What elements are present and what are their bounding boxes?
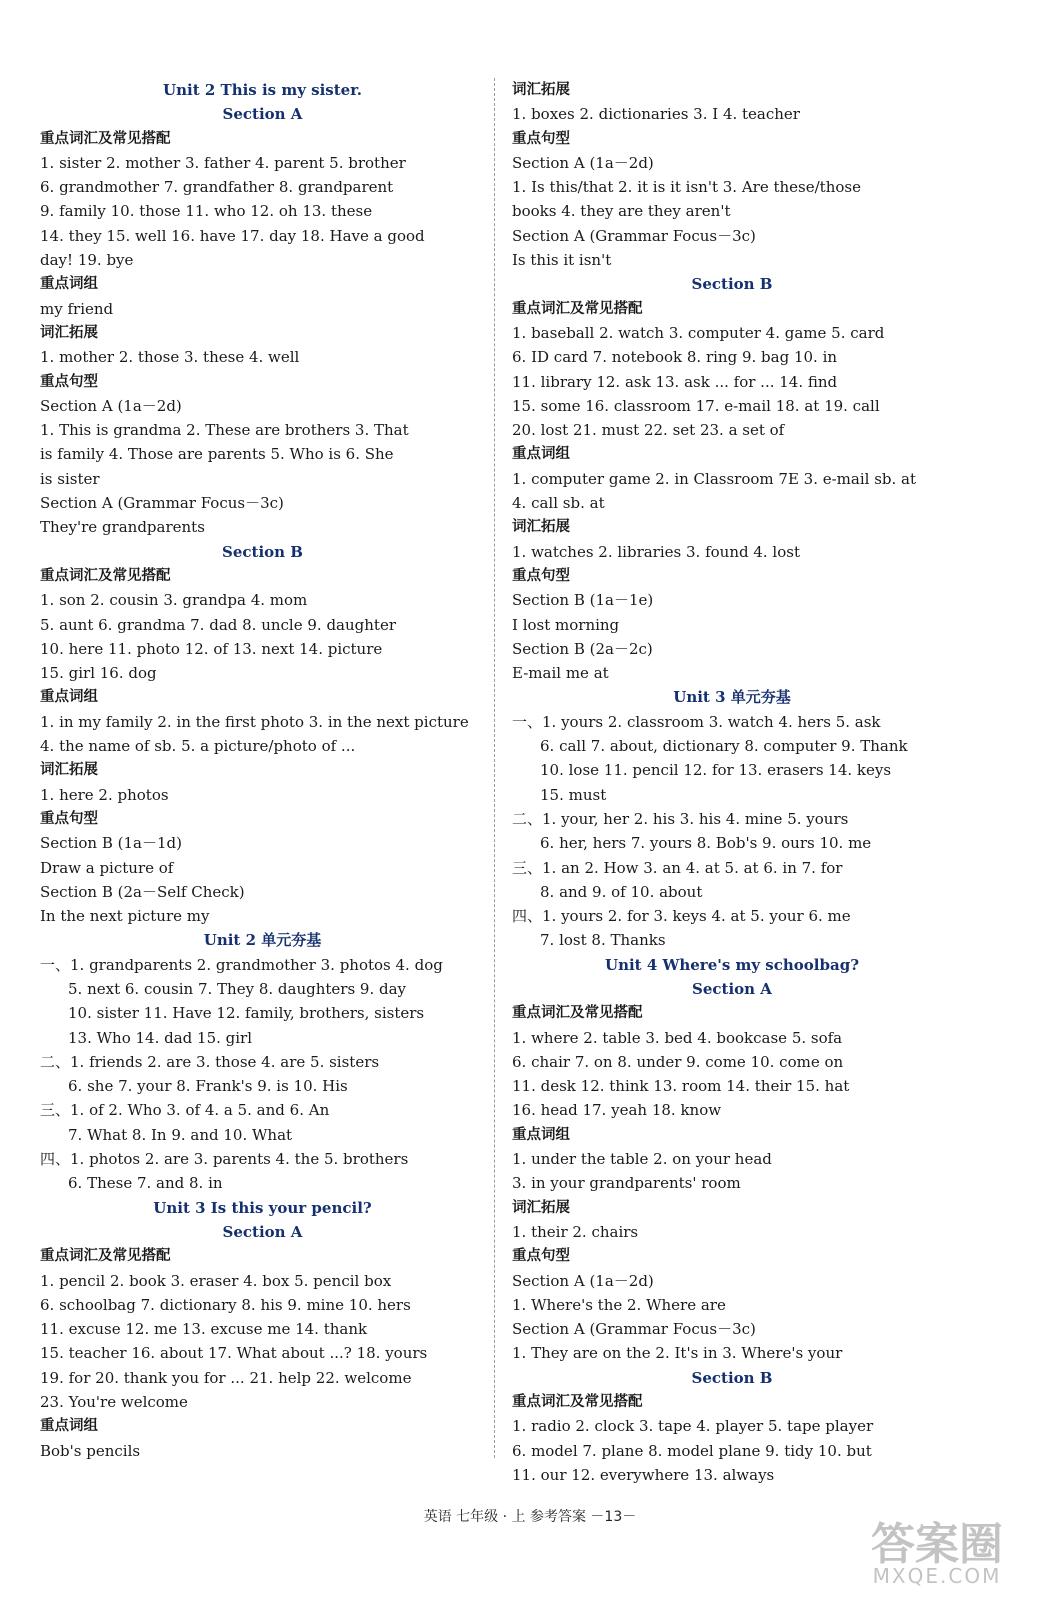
answer-line: 1. radio 2. clock 3. tape 4. player 5. tape player	[512, 1417, 874, 1436]
answer-line: Section B (2a－2c)	[512, 639, 653, 658]
answer-line: 一、1. yours 2. classroom 3. watch 4. hers 5. ask	[512, 712, 881, 731]
answer-line: 1. watches 2. libraries 3. found 4. lost	[512, 542, 800, 561]
answer-line: I lost morning	[512, 615, 620, 634]
answer-line: 1. baseball 2. watch 3. computer 4. game 5. card	[512, 323, 885, 342]
answer-line: 1. Is this/that 2. it is it isn't 3. Are these/those	[512, 178, 861, 197]
answer-line: Section B (2a－Self Check)	[40, 882, 245, 901]
category-heading: 重点词汇及常见搭配	[40, 1248, 171, 1265]
answer-line: 6. chair 7. on 8. under 9. come 10. come on	[512, 1052, 844, 1071]
category-heading: 词汇拓展	[512, 519, 570, 536]
answer-line: 1. sister 2. mother 3. father 4. parent 5. brother	[40, 153, 406, 172]
category-heading: 重点词汇及常见搭配	[512, 1005, 643, 1022]
answer-line: 15. must	[540, 785, 607, 804]
answer-line: 9. family 10. those 11. who 12. oh 13. these	[40, 202, 373, 221]
watermark-logo	[842, 1508, 1032, 1588]
answer-line: 四、1. photos 2. are 3. parents 4. the 5. brothers	[40, 1150, 409, 1169]
answer-line: 8. and 9. of 10. about	[540, 882, 703, 901]
page-footer: 英语 七年级 · 上 参考答案 －13－	[423, 1509, 637, 1525]
answer-line: 6. ID card 7. notebook 8. ring 9. bag 10. in	[512, 348, 838, 367]
category-heading: 重点词组	[40, 689, 98, 706]
answer-line: 4. the name of sb. 5. a picture/photo of ...	[40, 737, 356, 756]
answer-line: 6. schoolbag 7. dictionary 8. his 9. mine 10. hers	[40, 1295, 411, 1314]
answer-line: Is this it isn't	[512, 251, 612, 270]
answer-line: 10. sister 11. Have 12. family, brothers, sisters	[68, 1004, 425, 1023]
category-heading: 重点词汇及常见搭配	[40, 567, 171, 584]
answer-line: 1. computer game 2. in Classroom 7E 3. e-mail sb. at	[512, 469, 917, 488]
answer-line: 5. aunt 6. grandma 7. dad 8. uncle 9. daughter	[40, 615, 396, 634]
section-title: Section B	[222, 542, 303, 561]
answer-line: is family 4. Those are parents 5. Who is 6. She	[40, 445, 394, 464]
answer-line: 15. girl 16. dog	[40, 664, 157, 683]
answer-line: 6. model 7. plane 8. model plane 9. tidy 10. but	[512, 1441, 872, 1460]
answer-line: 二、1. your, her 2. his 3. his 4. mine 5. yours	[512, 809, 849, 828]
answer-line: Section A (1a－2d)	[512, 1271, 654, 1290]
answer-line: 14. they 15. well 16. have 17. day 18. Have a good	[40, 226, 425, 245]
answer-line: 1. here 2. photos	[40, 785, 169, 804]
section-title: Unit 3 Is this your pencil?	[153, 1198, 372, 1217]
section-title: Section A	[222, 1222, 303, 1241]
section-title: Section A	[222, 105, 303, 124]
answer-line: 1. This is grandma 2. These are brothers 3. That	[40, 421, 409, 440]
answer-line: 1. boxes 2. dictionaries 3. I 4. teacher	[512, 105, 800, 124]
category-heading: 重点词组	[512, 446, 570, 463]
category-heading: 词汇拓展	[512, 1199, 570, 1216]
section-title: Section B	[691, 1368, 773, 1387]
answer-line: is sister	[40, 469, 100, 488]
answer-line: 二、1. friends 2. are 3. those 4. are 5. sisters	[40, 1052, 380, 1071]
section-title: Unit 2 This is my sister.	[163, 81, 362, 99]
answer-line: 6. call 7. about, dictionary 8. computer 9. Thank	[540, 737, 908, 756]
answer-line: Section A (1a－2d)	[512, 153, 654, 172]
right-column	[512, 78, 952, 1487]
answer-line: 15. teacher 16. about 17. What about ...? 18. yours	[40, 1344, 428, 1363]
answer-line: 10. here 11. photo 12. of 13. next 14. picture	[40, 639, 383, 658]
answer-line: 7. What 8. In 9. and 10. What	[68, 1125, 293, 1144]
section-title: Section B	[691, 275, 773, 294]
answer-line: 1. Where's the 2. Where are	[512, 1295, 726, 1314]
answer-line: 23. You're welcome	[40, 1393, 188, 1412]
answer-line: Section A (Grammar Focus－3c)	[512, 1320, 756, 1339]
answer-line: Section B (1a－1e)	[512, 591, 654, 610]
answer-line: 1. mother 2. those 3. these 4. well	[40, 348, 300, 367]
answer-line: 1. where 2. table 3. bed 4. bookcase 5. sofa	[512, 1028, 843, 1047]
answer-line: E-mail me at	[512, 664, 609, 683]
answer-line: 1. They are on the 2. It's in 3. Where's your	[512, 1344, 843, 1363]
category-heading: 重点词组	[40, 276, 98, 293]
answer-line: 4. call sb. at	[512, 494, 605, 513]
answer-line: 6. These 7. and 8. in	[68, 1174, 223, 1193]
answer-line: books 4. they are they aren't	[512, 202, 731, 221]
watermark-text: MXQE.COM	[872, 1564, 1002, 1588]
answer-line: Bob's pencils	[40, 1441, 141, 1460]
answer-line: 6. her, hers 7. yours 8. Bob's 9. ours 10. me	[540, 834, 872, 853]
watermark-glyph: 答案圈	[871, 1519, 1003, 1570]
answer-line: 1. their 2. chairs	[512, 1222, 639, 1241]
answer-line: 11. our 12. everywhere 13. always	[512, 1465, 775, 1484]
answer-line: In the next picture my	[40, 907, 210, 926]
answer-line: Section A (Grammar Focus－3c)	[512, 226, 756, 245]
category-heading: 重点句型	[512, 130, 570, 147]
answer-line: 10. lose 11. pencil 12. for 13. erasers 14. keys	[540, 761, 892, 780]
answer-line: 6. grandmother 7. grandfather 8. grandparent	[40, 178, 394, 197]
answer-line: 11. desk 12. think 13. room 14. their 15. hat	[512, 1077, 850, 1096]
answer-line: 19. for 20. thank you for ... 21. help 22. welcome	[40, 1368, 412, 1387]
answer-line: 5. next 6. cousin 7. They 8. daughters 9. day	[68, 979, 407, 998]
category-heading: 重点句型	[40, 810, 98, 827]
answer-line: Section A (1a－2d)	[40, 396, 182, 415]
answer-line: Section A (Grammar Focus－3c)	[40, 494, 284, 513]
answer-line: 20. lost 21. must 22. set 23. a set of	[512, 421, 785, 440]
category-heading: 词汇拓展	[40, 762, 98, 779]
answer-line: 11. excuse 12. me 13. excuse me 14. thank	[40, 1320, 368, 1339]
answer-line: 1. pencil 2. book 3. eraser 4. box 5. pencil box	[40, 1271, 392, 1290]
answer-line: my friend	[40, 299, 114, 318]
answer-line: 15. some 16. classroom 17. e-mail 18. at 19. call	[512, 396, 880, 415]
category-heading: 重点句型	[40, 373, 98, 390]
answer-line: 11. library 12. ask 13. ask ... for ... 14. find	[512, 372, 838, 391]
answer-line: They're grandparents	[40, 518, 205, 537]
category-heading: 重点词汇及常见搭配	[512, 1394, 643, 1411]
answer-line: Section B (1a－1d)	[40, 834, 182, 853]
section-title: Unit 3 单元夯基	[673, 688, 791, 707]
category-heading: 重点词汇及常见搭配	[512, 300, 643, 317]
category-heading: 重点词汇及常见搭配	[40, 130, 171, 147]
category-heading: 词汇拓展	[512, 82, 570, 98]
answer-line: day! 19. bye	[40, 251, 134, 270]
answer-line: 13. Who 14. dad 15. girl	[68, 1028, 253, 1047]
section-title: Unit 4 Where's my schoolbag?	[605, 955, 859, 974]
answer-line: 1. son 2. cousin 3. grandpa 4. mom	[40, 591, 308, 610]
answer-line: 三、1. of 2. Who 3. of 4. a 5. and 6. An	[40, 1101, 330, 1120]
answer-line: Draw a picture of	[40, 858, 174, 877]
answer-line: 1. under the table 2. on your head	[512, 1150, 772, 1169]
section-title: Unit 2 单元夯基	[203, 931, 322, 950]
category-heading: 重点词组	[512, 1126, 570, 1143]
category-heading: 重点句型	[512, 1248, 570, 1265]
answer-line: 7. lost 8. Thanks	[540, 931, 666, 950]
answer-line: 1. in my family 2. in the first photo 3. in the next picture	[40, 712, 469, 731]
answer-line: 四、1. yours 2. for 3. keys 4. at 5. your 6. me	[512, 907, 851, 926]
category-heading: 词汇拓展	[40, 324, 98, 341]
column-divider	[494, 78, 495, 1458]
category-heading: 重点词组	[40, 1418, 98, 1435]
answer-line: 一、1. grandparents 2. grandmother 3. photos 4. dog	[40, 955, 443, 974]
answer-line: 三、1. an 2. How 3. an 4. at 5. at 6. in 7. for	[512, 858, 843, 877]
answer-line: 16. head 17. yeah 18. know	[512, 1101, 722, 1120]
answer-line: 3. in your grandparents' room	[512, 1174, 741, 1193]
left-column	[40, 78, 485, 1463]
category-heading: 重点句型	[512, 567, 570, 584]
answer-line: 6. she 7. your 8. Frank's 9. is 10. His	[68, 1077, 348, 1096]
section-title: Section A	[692, 979, 772, 998]
